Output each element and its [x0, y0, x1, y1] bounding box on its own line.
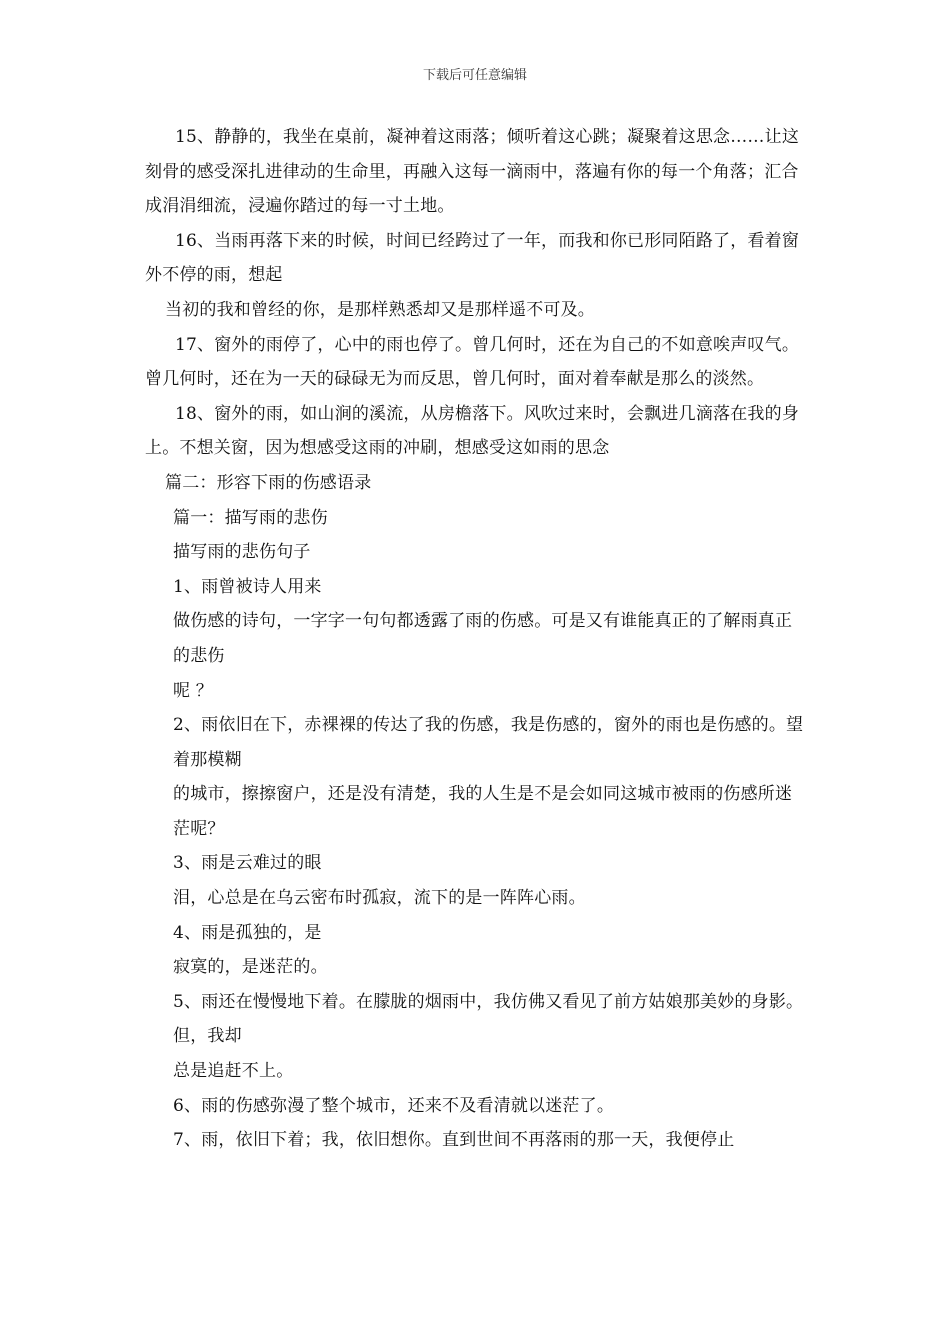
- list-item-3-continued: 泪，心总是在乌云密布时孤寂，流下的是一阵阵心雨。: [173, 888, 586, 909]
- paragraph-17: 17、窗外的雨停了，心中的雨也停了。曾几何时，还在为自己的不如意唉声叹气。曾几何时，还在为一天的碌碌无为而反思，曾几何时，面对着奉献是那么的淡然。: [145, 334, 800, 390]
- list-item-1-continued: 做伤感的诗句，一字字一句句都透露了雨的伤感。可是又有谁能真正的了解雨真正的悲伤: [173, 611, 793, 666]
- list-item-2-continued: 的城市，擦擦窗户，还是没有清楚，我的人生是不是会如同这城市被雨的伤感所迷茫呢？: [173, 784, 793, 839]
- subsection-heading: 描写雨的悲伤句子: [173, 542, 311, 563]
- list-item-1: 1、雨曾被诗人用来: [173, 576, 322, 597]
- paragraph-16-continued: 当初的我和曾经的你，是那样熟悉却又是那样遥不可及。: [165, 299, 595, 320]
- page-header: 下载后可任意编辑: [422, 68, 527, 83]
- paragraph-18: 18、窗外的雨，如山涧的溪流，从房檐落下。风吹过来时，会飘进几滴落在我的身上。不想关窗，因为想感受这雨的冲刷，想感受这如雨的思念: [145, 403, 800, 459]
- list-item-2: 2、雨依旧在下，赤裸裸的传达了我的伤感，我是伤感的，窗外的雨也是伤感的。望着那模糊: [173, 715, 804, 770]
- list-item-7: 7、雨，依旧下着；我，依旧想你。直到世间不再落雨的那一天，我便停止: [173, 1130, 735, 1151]
- paragraph-15: 15、静静的，我坐在桌前，凝神着这雨落；倾听着这心跳；凝聚着这思念……让这刻骨的感受深扎进律动的生命里，再融入这每一滴雨中，落遍有你的每一个角落；汇合成涓涓细流，浸遍你踏过的每一寸土地。: [145, 127, 800, 217]
- section-heading-2: 篇二：形容下雨的伤感语录: [165, 472, 372, 493]
- document-body: [145, 120, 807, 1158]
- list-item-6: 6、雨的伤感弥漫了整个城市，还来不及看清就以迷茫了。: [173, 1095, 615, 1116]
- list-item-1-end: 呢 ？: [173, 680, 214, 701]
- list-item-5-continued: 总是追赶不上。: [173, 1061, 294, 1082]
- paragraph-16: 16、当雨再落下来的时候，时间已经跨过了一年，而我和你已形同陌路了，看着窗外不停的雨，想起: [145, 230, 800, 286]
- list-item-5: 5、雨还在慢慢地下着。在朦胧的烟雨中，我仿佛又看见了前方姑娘那美妙的身影。但，我却: [173, 991, 804, 1047]
- list-item-3: 3、雨是云难过的眼: [173, 853, 322, 874]
- list-item-4-continued: 寂寞的，是迷茫的。: [173, 957, 328, 978]
- section-heading-1: 篇一：描写雨的悲伤: [173, 507, 328, 528]
- list-item-4: 4、雨是孤独的，是: [173, 922, 322, 943]
